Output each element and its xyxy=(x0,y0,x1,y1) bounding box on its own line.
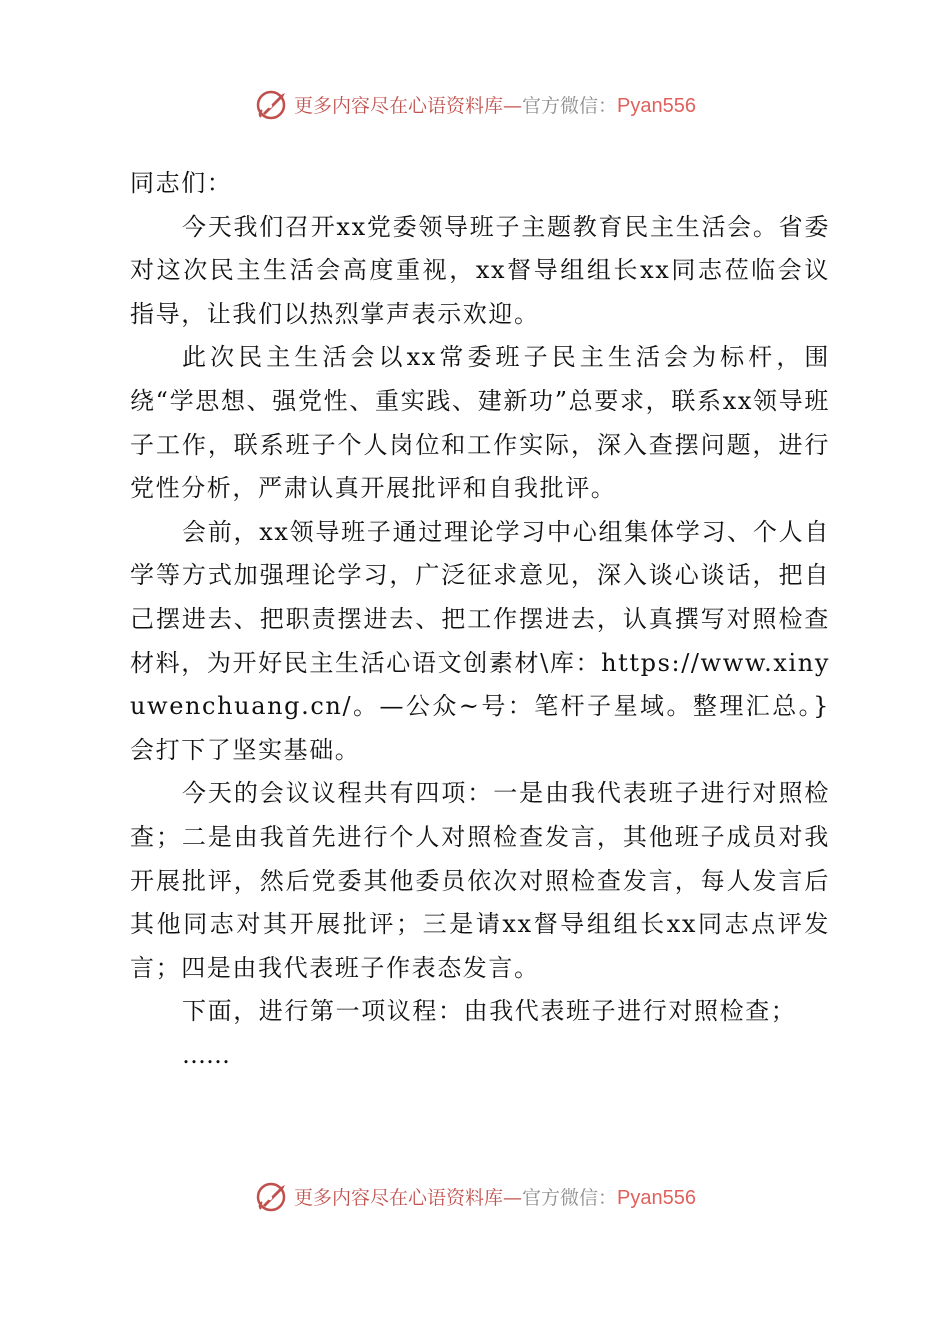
banner-wechat-id: Pyan556 xyxy=(617,94,696,117)
footer-banner-wechat-id: Pyan556 xyxy=(617,1186,696,1209)
paragraph-1: 今天我们召开xx党委领导班子主题教育民主生活会。省委对这次民主生活会高度重视，xx督导组组长xx同志莅临会议指导，让我们以热烈掌声表示欢迎。 xyxy=(130,212,830,328)
footer-banner-dash: — xyxy=(503,1186,523,1209)
banner-title: 更多内容尽在心语资料库 xyxy=(294,94,504,117)
document-body xyxy=(130,162,830,1077)
footer-banner-title: 更多内容尽在心语资料库 xyxy=(294,1186,504,1209)
paragraph-3: 会前，xx领导班子通过理论学习中心组集体学习、个人自学等方式加强理论学习，广泛征求意见，深入谈心谈话，把自己摆进去、把职责摆进去、把工作摆进去，认真撰写对照检查材料，为开好民主生活心语文创素材\库：https://www.xinyuwenchuang.cn/。—公众~号：笔杆子星域。整理汇总。}会打下了坚实基础。 xyxy=(130,517,830,764)
banner-dash: — xyxy=(503,94,523,117)
salutation: 同志们： xyxy=(130,169,233,197)
ellipsis: …… xyxy=(182,1040,230,1069)
pen-logo-icon xyxy=(254,86,290,122)
footer-banner-wechat-label: 官方微信： xyxy=(522,1186,618,1209)
banner-wechat-label: 官方微信： xyxy=(522,94,618,117)
paragraph-5: 下面，进行第一项议程：由我代表班子进行对照检查； xyxy=(182,997,797,1026)
footer-banner xyxy=(0,1174,950,1218)
paragraph-2: 此次民主生活会以xx常委班子民主生活会为标杆，围绕“学思想、强党性、重实践、建新功”总要求，联系xx领导班子工作，联系班子个人岗位和工作实际，深入查摆问题，进行党性分析，严肃认真开展批评和自我批评。 xyxy=(130,343,830,503)
paragraph-4: 今天的会议议程共有四项：一是由我代表班子进行对照检查；二是由我首先进行个人对照检查发言，其他班子成员对我开展批评，然后党委其他委员依次对照检查发言，每人发言后其他同志对其开展批评；三是请xx督导组组长xx同志点评发言；四是由我代表班子作表态发言。 xyxy=(130,779,830,982)
header-banner xyxy=(0,82,950,126)
pen-logo-icon xyxy=(254,1178,290,1214)
